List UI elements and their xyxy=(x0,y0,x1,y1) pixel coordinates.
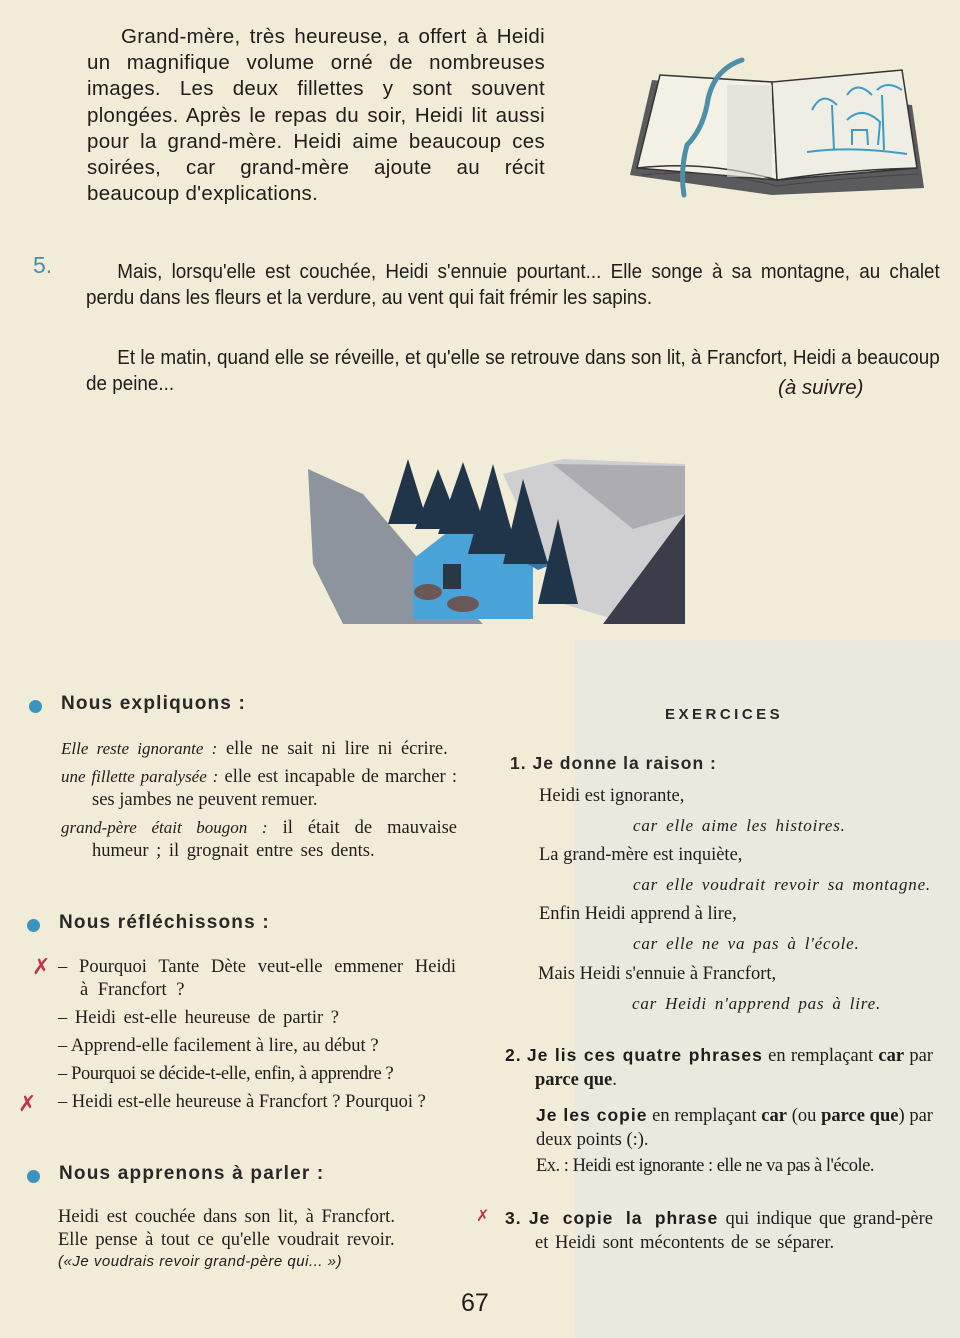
exercise-1-reason: car Heidi n'apprend pas à lire. xyxy=(632,994,881,1013)
exercise-1-reason: car elle ne va pas à l'école. xyxy=(633,934,860,953)
question-item: – Apprend-elle facilement à lire, au début ? xyxy=(58,1036,379,1056)
story-text: Mais, lorsqu'elle est couchée, Heidi s'ennuie pourtant... Elle songe à sa montagne, au chalet perdu dans les fleurs et la verdure, au vent qui fait frémir les sapins. xyxy=(86,260,940,309)
reflect-questions xyxy=(58,956,456,1114)
exercise-3-instruction xyxy=(505,1206,933,1255)
exercise-1-reason: car elle aime les histoires. xyxy=(633,816,846,835)
exercise-2 xyxy=(505,1043,933,1177)
exercise-1-sentence: La grand-mère est inquiète, xyxy=(539,845,743,865)
exercise-title: Je lis ces quatre phrases xyxy=(526,1045,763,1065)
instruction-text: en remplaçant xyxy=(647,1106,762,1126)
exercise-1-sentence: Mais Heidi s'ennuie à Francfort, xyxy=(538,964,777,984)
explain-entry xyxy=(61,765,457,812)
story-paragraph-5a xyxy=(86,259,940,311)
explain-entry xyxy=(61,737,457,761)
keyword: car xyxy=(878,1046,905,1066)
exercise-2-example: Ex. : Heidi est ignorante : elle ne va pas à l'école. xyxy=(536,1156,874,1176)
explain-definition: elle ne sait ni lire ni écrire. xyxy=(225,739,448,759)
explain-list xyxy=(61,737,457,863)
mountain-chalet-illustration xyxy=(303,454,685,624)
bullet-icon xyxy=(27,1170,40,1183)
exercise-number: 3. xyxy=(505,1208,522,1228)
instruction-text: ) par deux points (:). xyxy=(536,1106,933,1150)
explain-term: grand-père était bougon : xyxy=(61,818,268,837)
exercise-number: 2. xyxy=(505,1045,522,1065)
explain-definition: il était de mauvaise humeur ; il grognait entre ses dents. xyxy=(92,818,457,861)
question-item: – Heidi est-elle heureuse de partir ? xyxy=(58,1008,339,1028)
page-number: 67 xyxy=(461,1289,489,1317)
question-item: – Heidi est-elle heureuse à Francfort ? Pourquoi ? xyxy=(58,1092,426,1112)
speak-line-2: Elle pense à tout ce qu'elle voudrait revoir. xyxy=(58,1230,395,1250)
keyword: car xyxy=(761,1106,787,1126)
instruction-text: par xyxy=(904,1046,934,1066)
keyword: parce que xyxy=(535,1070,613,1090)
explain-term: une fillette paralysée : xyxy=(61,767,219,786)
exercise-1-reason: car elle voudrait revoir sa montagne. xyxy=(633,875,931,894)
exercise-2-instruction xyxy=(505,1043,933,1092)
keyword: parce que xyxy=(821,1106,899,1126)
section-title-speak: Nous apprenons à parler : xyxy=(59,1163,325,1184)
exercises-title: EXERCICES xyxy=(665,706,784,723)
instruction-text: en remplaçant xyxy=(762,1046,879,1066)
to-be-continued: (à suivre) xyxy=(778,376,864,399)
exercise-3 xyxy=(505,1206,933,1255)
exercise-2-copy-instruction xyxy=(505,1103,933,1152)
exercise-1-heading xyxy=(510,753,717,774)
speak-prompt: («Je voudrais revoir grand-père qui... ») xyxy=(58,1253,342,1270)
exercise-title: Je copie la phrase xyxy=(528,1208,719,1228)
landscape-icon xyxy=(303,454,685,624)
exercise-title: Je donne la raison : xyxy=(532,753,717,773)
question-item: – Pourquoi Tante Dète veut-elle emmener Heidi à Francfort ? xyxy=(58,957,456,1000)
bullet-icon xyxy=(27,919,40,932)
red-check-mark-icon: ✗ xyxy=(476,1206,490,1225)
explain-definition: elle est incapable de marcher : ses jambes ne peuvent remuer. xyxy=(92,767,458,810)
exercise-1-sentence: Heidi est ignorante, xyxy=(539,786,685,806)
story-text: Grand-mère, très heureuse, a offert à Heidi un magnifique volume orné de nombreuses images. Les deux fillettes y sont souvent plongées. Après le repas du soir, Heidi lit aussi pour la grand-mère. Heidi aime beaucoup ces soirées, car grand-mère ajoute au récit beaucoup d'explications. xyxy=(87,25,545,206)
red-check-mark-icon: ✗ xyxy=(18,1092,37,1117)
red-check-mark-icon: ✗ xyxy=(32,955,51,980)
open-book-illustration xyxy=(612,50,928,202)
explain-entry xyxy=(61,816,457,863)
section-title-explain: Nous expliquons : xyxy=(61,693,247,714)
book-icon xyxy=(612,50,928,202)
explain-term: Elle reste ignorante : xyxy=(61,739,218,758)
question-item: – Pourquoi se décide-t-elle, enfin, à apprendre ? xyxy=(58,1064,394,1084)
story-text: Et le matin, quand elle se réveille, et qu'elle se retrouve dans son lit, à Francfort, Heidi a beaucoup de peine... xyxy=(86,346,940,395)
instruction-text: (ou xyxy=(786,1106,822,1126)
exercise-number: 1. xyxy=(510,753,527,773)
instruction-text: . xyxy=(612,1070,617,1090)
exercise-subtitle: Je les copie xyxy=(536,1105,648,1125)
bullet-icon xyxy=(29,700,42,713)
exercise-1-sentence: Enfin Heidi apprend à lire, xyxy=(539,904,737,924)
section-title-reflect: Nous réfléchissons : xyxy=(59,912,270,933)
instruction-text: qui indique que grand-père et Heidi sont mécontents de se séparer. xyxy=(535,1209,933,1253)
speak-line-1: Heidi est couchée dans son lit, à Francfort. xyxy=(58,1207,395,1227)
story-paragraph-4 xyxy=(87,24,545,207)
paragraph-number: 5. xyxy=(33,252,53,278)
